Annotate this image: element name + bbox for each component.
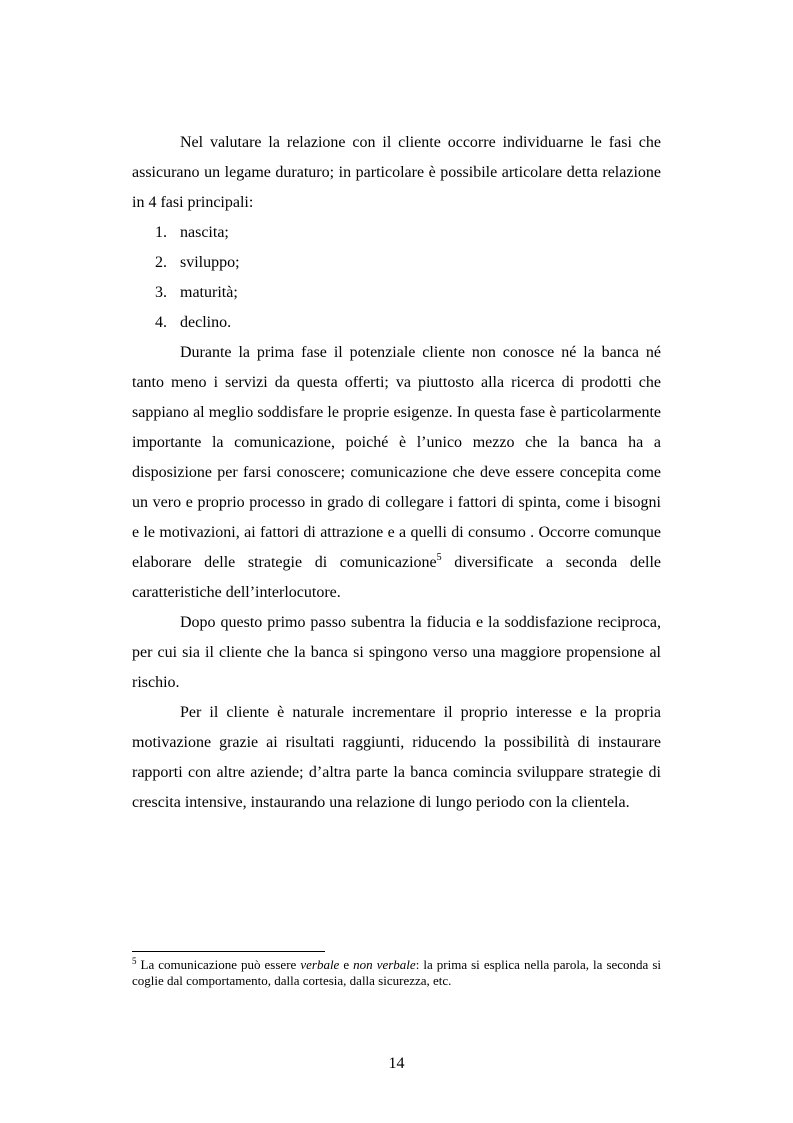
footnote-term-verbal: verbale: [300, 957, 340, 972]
list-item-label: sviluppo;: [180, 254, 240, 271]
trust-paragraph: Dopo questo primo passo subentra la fiducia e la soddisfazione reciproca, per cui sia il cliente che la banca si spingono verso una maggiore propensione al rischio.: [132, 614, 661, 691]
footnote-reference[interactable]: 5: [436, 552, 442, 563]
footnote-text: e: [339, 957, 354, 972]
list-item-number: 4.: [155, 314, 167, 331]
list-item-number: 3.: [155, 284, 167, 301]
communication-paragraph: [132, 338, 661, 608]
phase-list: [132, 218, 661, 338]
main-text: [132, 128, 661, 818]
footnote: [132, 957, 661, 989]
list-item-number: 1.: [155, 224, 167, 241]
list-item: [132, 218, 661, 248]
paragraph-text: diversificate a seconda delle caratteristiche dell’interlocutore.: [132, 554, 661, 601]
intro-paragraph: Nel valutare la relazione con il cliente occorre individuarne le fasi che assicurano un legame duraturo; in particolare è possibile articolare detta relazione in 4 fasi principali:: [132, 134, 661, 211]
list-item-label: declino.: [180, 314, 232, 331]
list-item: [132, 248, 661, 278]
footnote-text: La comunicazione può essere: [136, 957, 301, 972]
footnote-mark: 5: [132, 956, 137, 966]
footnote-text: : la prima si esplica nella parola, la seconda si coglie dal comportamento, dalla cortesia, dalla sicurezza, etc.: [132, 957, 662, 988]
list-item: [132, 278, 661, 308]
list-item: [132, 308, 661, 338]
paragraph-text: Durante la prima fase il potenziale cliente non conosce né la banca né tanto meno i servizi da questa offerti; va piuttosto alla ricerca di prodotti che sappiano al meglio soddisfare le proprie esigenze. In questa fase è particolarmente importante la comunicazione, poiché è l’unico mezzo che la banca ha a disposizione per farsi conoscere; comunicazione che deve essere concepita come un vero e proprio processo in grado di collegare i fattori di spinta, come i bisogni e le motivazioni, ai fattori di attrazione e a quelli di consumo . Occorre comunque elaborare delle strategie di comunicazione: [132, 344, 661, 571]
list-item-label: nascita;: [180, 224, 229, 241]
footnote-term-nonverbal: non verbale: [353, 957, 416, 972]
page-number: 14: [388, 1055, 405, 1072]
footnote-divider: [132, 951, 325, 952]
list-item-number: 2.: [155, 254, 167, 271]
list-item-label: maturità;: [180, 284, 238, 301]
growth-paragraph: Per il cliente è naturale incrementare il proprio interesse e la propria motivazione grazie ai risultati raggiunti, riducendo la possibilità di instaurare rapporti con altre aziende; d’altra parte la banca comincia sviluppare strategie di crescita intensive, instaurando una relazione di lungo periodo con la clientela.: [132, 704, 661, 811]
